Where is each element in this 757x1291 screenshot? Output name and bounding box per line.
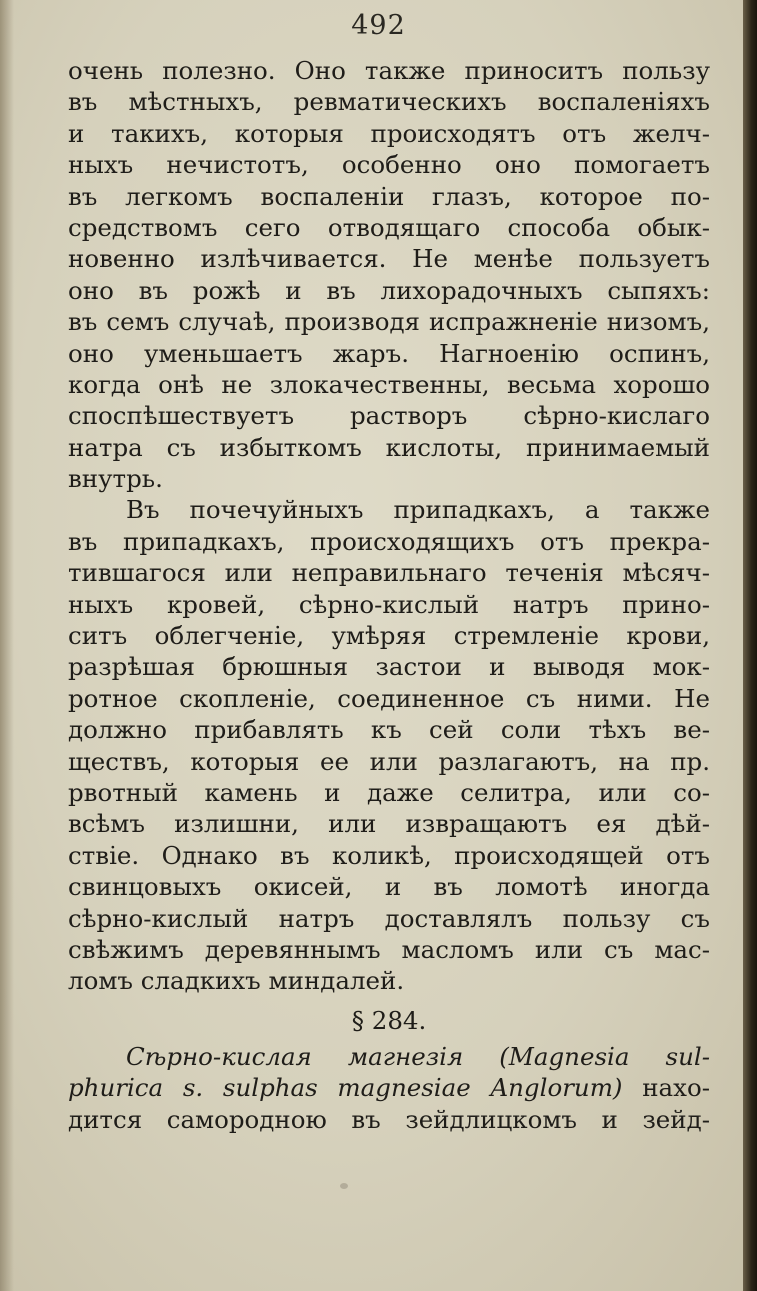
paragraph-start-line xyxy=(68,1041,710,1072)
text-line: ротное скопленiе, соединенное съ ними. Не xyxy=(68,683,710,713)
term-latin: (Magnesia sul- xyxy=(499,1041,710,1071)
text-line: разрѣшая брюшныя застои и выводя мок- xyxy=(68,652,710,682)
page-number: 492 xyxy=(351,10,406,41)
text-line: всѣмъ излишни, или извращаютъ ея дѣй- xyxy=(68,809,710,839)
text-line: средствомъ сего отводящаго способа обык- xyxy=(68,212,710,242)
text-line xyxy=(68,1072,710,1103)
term-russian: Сѣрно-кислая магнезiя xyxy=(126,1041,464,1071)
text-line: въ семъ случаѣ, производя испражненiе низомъ, xyxy=(68,307,710,337)
text-line: когда онѣ не злокачественны, весьма хорошо xyxy=(68,369,710,399)
text-line: свинцовыхъ окисей, и въ ломотѣ иногда xyxy=(68,872,710,902)
ink-smudge xyxy=(340,1183,348,1189)
text-line: рвотный камень и даже селитра, или со- xyxy=(68,777,710,807)
text-line: новенно излѣчивается. Не менѣе пользуетъ xyxy=(68,244,710,274)
text-line: очень полезно. Оно также приноситъ пользу xyxy=(68,56,710,85)
text-line: тившагося или неправильнаго теченiя мѣсяч- xyxy=(68,558,710,588)
text-line: ствiе. Однако въ коликѣ, происходящей отъ xyxy=(68,840,710,870)
body-text xyxy=(68,55,710,1135)
book-spine-shadow xyxy=(743,0,757,1291)
text-line: должно прибавлять къ сей соли тѣхъ ве- xyxy=(68,715,710,745)
text-line: ныхъ нечистотъ, особенно оно помогаетъ xyxy=(68,150,710,180)
text-line: оно уменьшаетъ жаръ. Нагноенiю оспинъ, xyxy=(68,338,710,368)
text-line: ществъ, которыя ее или разлагаютъ, на пр. xyxy=(68,746,710,776)
text-line: оно въ рожѣ и въ лихорадочныхъ сыпяхъ: xyxy=(68,275,710,305)
text-line: ломъ сладкихъ миндалей. xyxy=(68,966,405,996)
text-line: и такихъ, которыя происходятъ отъ желч- xyxy=(68,118,710,148)
term-latin-continued: phurica s. sulphas magnesiae Anglorum) xyxy=(68,1073,623,1103)
text-line: внутрь. xyxy=(68,464,163,494)
text-line: натра съ избыткомъ кислоты, принимаемый xyxy=(68,432,710,462)
text-line: дится самородною въ зейдлицкомъ и зейд- xyxy=(68,1104,710,1134)
text-line: въ припадкахъ, происходящихъ отъ прекра- xyxy=(68,526,710,556)
text-line: споспѣшествуетъ растворъ сѣрно-кислаго xyxy=(68,401,710,431)
text-line: въ легкомъ воспаленiи глазъ, которое по- xyxy=(68,181,710,211)
section-heading: § 284. xyxy=(351,1005,427,1035)
text-fragment: нахо- xyxy=(642,1073,710,1103)
text-line: ныхъ кровей, сѣрно-кислый натръ прино- xyxy=(68,589,710,619)
text-line: въ мѣстныхъ, ревматическихъ воспаленiяхъ xyxy=(68,87,710,117)
paragraph-start-line: Въ почечуйныхъ припадкахъ, а также xyxy=(126,495,710,525)
page-left-shadow xyxy=(0,0,14,1291)
text-line: ситъ облегченiе, умѣряя стремленiе крови, xyxy=(68,621,710,651)
text-line: сѣрно-кислый натръ доставлялъ пользу съ xyxy=(68,903,710,933)
text-line: свѣжимъ деревяннымъ масломъ или съ мас- xyxy=(68,934,710,964)
